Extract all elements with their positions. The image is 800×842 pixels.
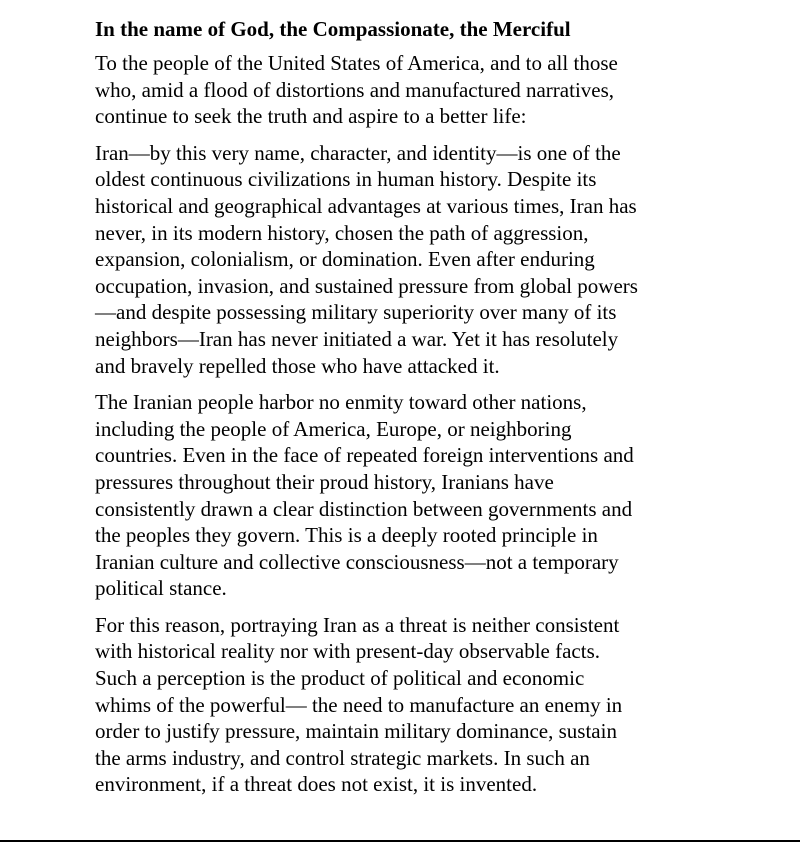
letter-body: [95, 16, 735, 808]
text-line: environment, if a threat does not exist, it is invented.: [95, 772, 538, 797]
text-line: occupation, invasion, and sustained pressure from global powers: [95, 273, 638, 298]
text-line: —and despite possessing military superiority over many of its: [95, 300, 617, 325]
text-line: political stance.: [95, 576, 227, 601]
text-line: historical and geographical advantages at various times, Iran has: [95, 193, 637, 218]
text-line: whims of the powerful— the need to manufacture an enemy in: [95, 692, 623, 717]
text-line: the peoples they govern. This is a deeply rooted principle in: [95, 523, 598, 548]
text-line: order to justify pressure, maintain military dominance, sustain: [95, 719, 617, 744]
text-line: Iran—by this very name, character, and identity—is one of the: [95, 140, 621, 165]
text-line: Such a perception is the product of political and economic: [95, 666, 585, 691]
paragraph-civilization: [95, 140, 735, 379]
text-line: Iranian culture and collective consciousness—not a temporary: [95, 549, 619, 574]
text-line: countries. Even in the face of repeated foreign interventions and: [95, 443, 634, 468]
text-line: with historical reality nor with present-day observable facts.: [95, 639, 601, 664]
text-line: continue to seek the truth and aspire to a better life:: [95, 104, 527, 129]
text-line: neighbors—Iran has never initiated a war. Yet it has resolutely: [95, 326, 619, 351]
text-line: For this reason, portraying Iran as a threat is neither consistent: [95, 612, 620, 637]
text-line: oldest continuous civilizations in human history. Despite its: [95, 167, 597, 192]
text-line: the arms industry, and control strategic markets. In such an: [95, 745, 590, 770]
text-line: expansion, colonialism, or domination. Even after enduring: [95, 247, 595, 272]
paragraph-threat: [95, 612, 735, 798]
text-line: To the people of the United States of America, and to all those: [95, 51, 618, 75]
paragraph-salutation: [95, 50, 735, 130]
text-line: consistently drawn a clear distinction between governments and: [95, 496, 633, 521]
text-line: never, in its modern history, chosen the path of aggression,: [95, 220, 589, 245]
text-line: and bravely repelled those who have attacked it.: [95, 353, 500, 378]
text-line: The Iranian people harbor no enmity toward other nations,: [95, 390, 587, 415]
text-line: including the people of America, Europe, or neighboring: [95, 416, 572, 441]
text-line: pressures throughout their proud history, Iranians have: [95, 469, 554, 494]
paragraph-no-enmity: [95, 389, 735, 602]
letter-heading: In the name of God, the Compassionate, the Merciful: [95, 17, 571, 41]
text-line: who, amid a flood of distortions and manufactured narratives,: [95, 77, 615, 102]
